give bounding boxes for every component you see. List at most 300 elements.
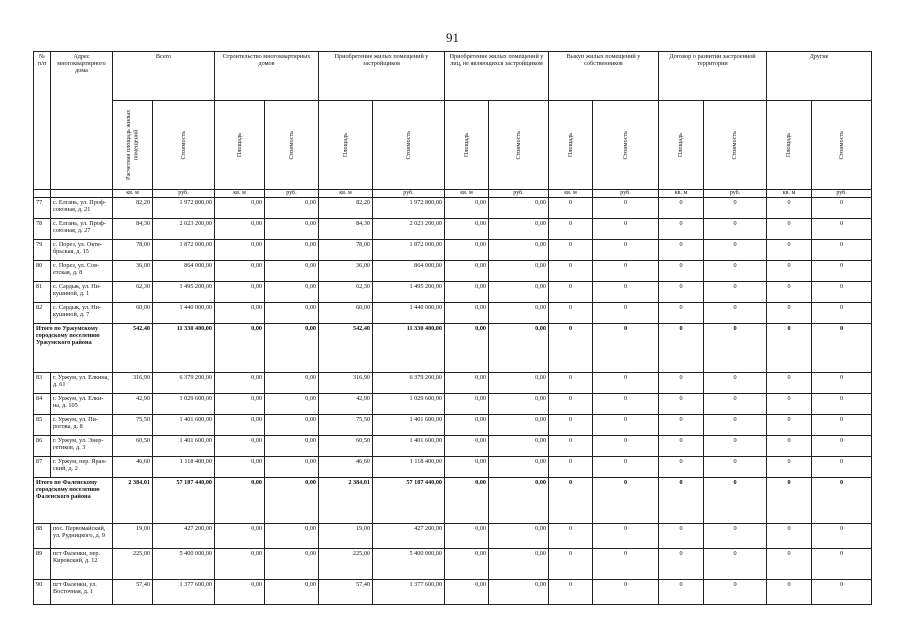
- header-calc-area: Расчетная площадь жилых помещений: [113, 101, 153, 190]
- units-cell-empty: [34, 190, 51, 198]
- value-cell: 5 400 000,00: [373, 549, 445, 580]
- unit-label: руб.: [704, 190, 767, 198]
- value-cell: 0,00: [489, 549, 549, 580]
- row-address: с. Сардык, ул. Ни-кушиной, д. 1: [51, 282, 113, 303]
- value-cell: 0: [659, 282, 704, 303]
- table-row: [34, 373, 872, 394]
- value-cell: 0: [812, 524, 872, 549]
- value-cell: 0: [767, 240, 812, 261]
- value-cell: 0: [659, 303, 704, 324]
- value-cell: 0: [593, 457, 659, 478]
- value-cell: 19,00: [113, 524, 153, 549]
- value-cell: 0,00: [489, 478, 549, 524]
- header-acquisition-others: Приобретение жилых помещений у лиц, не являющихся застройщиком: [445, 52, 549, 101]
- row-address: с. Порез, ул. Сов-етская, д. 8: [51, 261, 113, 282]
- header-contract: Договор о развитии застроенной территории: [659, 52, 767, 101]
- value-cell: 0,00: [445, 219, 489, 240]
- header-construction-area: Площадь: [215, 101, 265, 190]
- header-address: Адрес многоквартирного дома: [51, 52, 113, 190]
- value-cell: 0,00: [489, 373, 549, 394]
- row-address: с. Порез, ул. Октя-брьская, д. 15: [51, 240, 113, 261]
- subtotal-label: Итого по Уржумскому городскому поселению Уржумского района: [34, 324, 113, 373]
- value-cell: 11 330 400,00: [153, 324, 215, 373]
- value-cell: 0: [659, 436, 704, 457]
- value-cell: 0: [593, 478, 659, 524]
- value-cell: 82,20: [319, 198, 373, 219]
- value-cell: 0: [593, 324, 659, 373]
- unit-label: руб.: [373, 190, 445, 198]
- value-cell: 62,30: [319, 282, 373, 303]
- header-others-area: Площадь: [445, 101, 489, 190]
- row-address: с. Елгань, ул. Проф-союзная, д. 21: [51, 198, 113, 219]
- header-construction-cost: Стоимость: [265, 101, 319, 190]
- value-cell: 0,00: [265, 415, 319, 436]
- header-contract-cost: Стоимость: [704, 101, 767, 190]
- value-cell: 427 200,00: [373, 524, 445, 549]
- table-row: [34, 219, 872, 240]
- value-cell: 60,50: [319, 436, 373, 457]
- value-cell: 0: [549, 457, 593, 478]
- value-cell: 0,00: [489, 303, 549, 324]
- value-cell: 0,00: [215, 549, 265, 580]
- row-number: 79: [34, 240, 51, 261]
- value-cell: 0,00: [215, 373, 265, 394]
- value-cell: 0: [812, 373, 872, 394]
- value-cell: 0: [659, 198, 704, 219]
- value-cell: 0: [659, 524, 704, 549]
- value-cell: 0: [549, 478, 593, 524]
- header-contract-area: Площадь: [659, 101, 704, 190]
- value-cell: 6 379 200,00: [153, 373, 215, 394]
- value-cell: 1 118 400,00: [373, 457, 445, 478]
- value-cell: 60,50: [113, 436, 153, 457]
- value-cell: 0,00: [445, 524, 489, 549]
- unit-label: кв. м: [319, 190, 373, 198]
- value-cell: 0: [812, 324, 872, 373]
- value-cell: 0: [549, 373, 593, 394]
- table-row: [34, 436, 872, 457]
- value-cell: 1 377 600,00: [373, 580, 445, 605]
- value-cell: 1 118 400,00: [153, 457, 215, 478]
- value-cell: 0: [767, 219, 812, 240]
- value-cell: 0: [704, 549, 767, 580]
- row-address: с. Сардык, ул. Ни-кушиной, д. 7: [51, 303, 113, 324]
- value-cell: 1 029 600,00: [153, 394, 215, 415]
- value-cell: 0,00: [265, 457, 319, 478]
- value-cell: 78,00: [319, 240, 373, 261]
- value-cell: 1 972 800,00: [153, 198, 215, 219]
- value-cell: 0: [593, 524, 659, 549]
- value-cell: 1 872 000,00: [373, 240, 445, 261]
- value-cell: 0: [549, 549, 593, 580]
- value-cell: 0: [549, 524, 593, 549]
- header-sub-row: [34, 101, 872, 190]
- value-cell: 0,00: [215, 324, 265, 373]
- value-cell: 1 401 600,00: [153, 415, 215, 436]
- value-cell: 0: [659, 478, 704, 524]
- value-cell: 0: [593, 436, 659, 457]
- value-cell: 0: [593, 580, 659, 605]
- value-cell: 60,00: [113, 303, 153, 324]
- header-other-cost: Стоимость: [812, 101, 872, 190]
- value-cell: 0: [593, 373, 659, 394]
- table-row: [34, 457, 872, 478]
- value-cell: 2 023 200,00: [373, 219, 445, 240]
- value-cell: 0,00: [489, 324, 549, 373]
- value-cell: 0: [704, 415, 767, 436]
- value-cell: 1 401 600,00: [373, 415, 445, 436]
- row-number: 90: [34, 580, 51, 605]
- value-cell: 0: [812, 282, 872, 303]
- value-cell: 0: [812, 240, 872, 261]
- value-cell: 0,00: [265, 580, 319, 605]
- row-address: пгт Фаленки, ул. Восточная, д. 1: [51, 580, 113, 605]
- value-cell: 0: [812, 436, 872, 457]
- value-cell: 0,00: [489, 282, 549, 303]
- value-cell: 0,00: [265, 324, 319, 373]
- value-cell: 0: [767, 198, 812, 219]
- value-cell: 0,00: [215, 198, 265, 219]
- value-cell: 0: [549, 580, 593, 605]
- row-address: г. Уржум, ул. Елкина, д. 61: [51, 373, 113, 394]
- value-cell: 62,30: [113, 282, 153, 303]
- value-cell: 0,00: [215, 524, 265, 549]
- table-body: [34, 198, 872, 605]
- value-cell: 78,00: [113, 240, 153, 261]
- value-cell: 316,90: [319, 373, 373, 394]
- value-cell: 0,00: [215, 415, 265, 436]
- header-construction: Строительство многоквартирных домов: [215, 52, 319, 101]
- value-cell: 0: [593, 261, 659, 282]
- units-cell-empty: [51, 190, 113, 198]
- row-number: 80: [34, 261, 51, 282]
- value-cell: 36,00: [113, 261, 153, 282]
- value-cell: 36,00: [319, 261, 373, 282]
- value-cell: 57,40: [113, 580, 153, 605]
- value-cell: 0: [549, 261, 593, 282]
- unit-label: руб.: [812, 190, 872, 198]
- value-cell: 0,00: [215, 303, 265, 324]
- value-cell: 0: [593, 394, 659, 415]
- value-cell: 864 000,00: [373, 261, 445, 282]
- row-address: г. Уржум, ул. Энер-гетиков, д. 3: [51, 436, 113, 457]
- value-cell: 0: [549, 198, 593, 219]
- row-number: 87: [34, 457, 51, 478]
- value-cell: 0: [767, 457, 812, 478]
- value-cell: 2 023 200,00: [153, 219, 215, 240]
- value-cell: 0: [812, 394, 872, 415]
- unit-label: кв. м: [767, 190, 812, 198]
- header-other: Другие: [767, 52, 872, 101]
- value-cell: 0: [659, 261, 704, 282]
- value-cell: 0,00: [489, 457, 549, 478]
- value-cell: 0,00: [215, 219, 265, 240]
- value-cell: 0,00: [445, 478, 489, 524]
- value-cell: 6 379 200,00: [373, 373, 445, 394]
- value-cell: 0,00: [215, 282, 265, 303]
- value-cell: 0: [704, 324, 767, 373]
- table-row: [34, 524, 872, 549]
- table-row: [34, 240, 872, 261]
- value-cell: 0,00: [265, 373, 319, 394]
- value-cell: 0,00: [489, 524, 549, 549]
- value-cell: 0,00: [265, 261, 319, 282]
- value-cell: 0: [659, 549, 704, 580]
- unit-label: кв. м: [113, 190, 153, 198]
- subtotal-label: Итого по Фаленскому городскому поселению Фаленского района: [34, 478, 113, 524]
- value-cell: 0,00: [489, 198, 549, 219]
- value-cell: 0: [767, 282, 812, 303]
- value-cell: 0: [593, 240, 659, 261]
- subtotal-row: [34, 478, 872, 524]
- unit-label: руб.: [489, 190, 549, 198]
- value-cell: 0,00: [265, 394, 319, 415]
- value-cell: 0,00: [445, 549, 489, 580]
- value-cell: 0: [704, 394, 767, 415]
- row-address: пгт Фаленки, пер. Кировский, д. 12: [51, 549, 113, 580]
- value-cell: 0,00: [489, 580, 549, 605]
- value-cell: 0: [812, 261, 872, 282]
- value-cell: 427 200,00: [153, 524, 215, 549]
- value-cell: 542,40: [319, 324, 373, 373]
- value-cell: 0,00: [265, 240, 319, 261]
- value-cell: 0,00: [489, 436, 549, 457]
- value-cell: 0: [659, 580, 704, 605]
- header-builders-cost: Стоимость: [373, 101, 445, 190]
- value-cell: 0,00: [445, 580, 489, 605]
- value-cell: 1 872 000,00: [153, 240, 215, 261]
- resettlement-table: [33, 51, 872, 605]
- value-cell: 0,00: [445, 373, 489, 394]
- value-cell: 0,00: [265, 436, 319, 457]
- value-cell: 0,00: [489, 219, 549, 240]
- header-acquisition-builders: Приобретение жилых помещений у застройщиков: [319, 52, 445, 101]
- header-other-area: Площадь: [767, 101, 812, 190]
- unit-label: кв. м: [215, 190, 265, 198]
- value-cell: 0: [704, 303, 767, 324]
- value-cell: 46,60: [319, 457, 373, 478]
- value-cell: 19,00: [319, 524, 373, 549]
- value-cell: 0: [767, 524, 812, 549]
- value-cell: 1 440 000,00: [373, 303, 445, 324]
- table-row: [34, 198, 872, 219]
- value-cell: 0: [767, 373, 812, 394]
- value-cell: 42,90: [113, 394, 153, 415]
- value-cell: 0: [812, 478, 872, 524]
- value-cell: 0,00: [215, 580, 265, 605]
- value-cell: 542,40: [113, 324, 153, 373]
- value-cell: 1 401 600,00: [153, 436, 215, 457]
- value-cell: 0: [812, 303, 872, 324]
- value-cell: 0: [812, 580, 872, 605]
- value-cell: 0: [704, 198, 767, 219]
- value-cell: 0: [767, 303, 812, 324]
- value-cell: 1 029 600,00: [373, 394, 445, 415]
- value-cell: 0: [593, 549, 659, 580]
- value-cell: 0: [704, 261, 767, 282]
- row-address: г. Уржум, ул. Елки-на, д. 105: [51, 394, 113, 415]
- value-cell: 0,00: [215, 240, 265, 261]
- value-cell: 0,00: [265, 282, 319, 303]
- value-cell: 0: [593, 282, 659, 303]
- value-cell: 0,00: [445, 240, 489, 261]
- value-cell: 0: [593, 219, 659, 240]
- value-cell: 0,00: [445, 457, 489, 478]
- value-cell: 0: [659, 457, 704, 478]
- value-cell: 1 440 000,00: [153, 303, 215, 324]
- value-cell: 0: [593, 303, 659, 324]
- value-cell: 46,60: [113, 457, 153, 478]
- row-address: г. Уржум, пер. Яран-ский, д. 2: [51, 457, 113, 478]
- unit-label: руб.: [265, 190, 319, 198]
- value-cell: 0,00: [265, 303, 319, 324]
- value-cell: 0: [549, 282, 593, 303]
- value-cell: 0: [659, 324, 704, 373]
- value-cell: 0,00: [489, 240, 549, 261]
- table-row: [34, 415, 872, 436]
- header-others-cost: Стоимость: [489, 101, 549, 190]
- unit-label: руб.: [153, 190, 215, 198]
- value-cell: 2 384,01: [319, 478, 373, 524]
- value-cell: 0,00: [265, 198, 319, 219]
- value-cell: 0,00: [445, 198, 489, 219]
- value-cell: 0: [767, 394, 812, 415]
- table-row: [34, 394, 872, 415]
- value-cell: 0: [549, 324, 593, 373]
- value-cell: 0: [704, 457, 767, 478]
- value-cell: 316,90: [113, 373, 153, 394]
- value-cell: 0: [549, 240, 593, 261]
- subtotal-row: [34, 324, 872, 373]
- unit-label: кв. м: [549, 190, 593, 198]
- value-cell: 0,00: [215, 457, 265, 478]
- value-cell: 0,00: [445, 261, 489, 282]
- table-row: [34, 303, 872, 324]
- value-cell: 0: [659, 394, 704, 415]
- row-number: 77: [34, 198, 51, 219]
- value-cell: 1 495 200,00: [373, 282, 445, 303]
- value-cell: 0,00: [215, 436, 265, 457]
- row-number: 86: [34, 436, 51, 457]
- value-cell: 0,00: [445, 282, 489, 303]
- value-cell: 0: [549, 303, 593, 324]
- value-cell: 0,00: [489, 415, 549, 436]
- value-cell: 57 187 440,00: [153, 478, 215, 524]
- value-cell: 225,00: [113, 549, 153, 580]
- value-cell: 0: [593, 415, 659, 436]
- value-cell: 1 972 800,00: [373, 198, 445, 219]
- row-number: 84: [34, 394, 51, 415]
- value-cell: 0: [659, 219, 704, 240]
- value-cell: 0: [767, 415, 812, 436]
- header-buyout-area: Площадь: [549, 101, 593, 190]
- value-cell: 0,00: [445, 394, 489, 415]
- header-no: № п/п: [34, 52, 51, 190]
- value-cell: 0: [767, 436, 812, 457]
- value-cell: 82,20: [113, 198, 153, 219]
- header-buyout: Выкуп жилых помещений у собственников: [549, 52, 659, 101]
- value-cell: 84,30: [113, 219, 153, 240]
- value-cell: 0: [767, 261, 812, 282]
- value-cell: 0,00: [445, 415, 489, 436]
- page-number: 91: [446, 30, 459, 45]
- unit-label: кв. м: [445, 190, 489, 198]
- value-cell: 11 330 400,00: [373, 324, 445, 373]
- value-cell: 864 000,00: [153, 261, 215, 282]
- row-number: 78: [34, 219, 51, 240]
- value-cell: 0: [659, 240, 704, 261]
- value-cell: 0: [812, 219, 872, 240]
- units-row: [34, 190, 872, 198]
- value-cell: 84,30: [319, 219, 373, 240]
- value-cell: 0,00: [215, 394, 265, 415]
- value-cell: 0: [593, 198, 659, 219]
- row-number: 82: [34, 303, 51, 324]
- value-cell: 0: [659, 373, 704, 394]
- row-number: 88: [34, 524, 51, 549]
- value-cell: 0: [704, 240, 767, 261]
- value-cell: 0,00: [265, 478, 319, 524]
- value-cell: 0,00: [489, 394, 549, 415]
- value-cell: 0: [704, 373, 767, 394]
- value-cell: 0: [549, 415, 593, 436]
- table-row: [34, 282, 872, 303]
- value-cell: 0: [704, 580, 767, 605]
- value-cell: 57 187 440,00: [373, 478, 445, 524]
- table-row: [34, 549, 872, 580]
- unit-label: кв. м: [659, 190, 704, 198]
- value-cell: 0: [704, 478, 767, 524]
- row-number: 85: [34, 415, 51, 436]
- value-cell: 0: [704, 219, 767, 240]
- value-cell: 0: [812, 198, 872, 219]
- row-address: с. Елгань, ул. Проф-союзная, д. 27: [51, 219, 113, 240]
- value-cell: 42,90: [319, 394, 373, 415]
- value-cell: 0: [767, 324, 812, 373]
- value-cell: 0,00: [265, 549, 319, 580]
- value-cell: 0: [812, 457, 872, 478]
- header-buyout-cost: Стоимость: [593, 101, 659, 190]
- value-cell: 0,00: [265, 524, 319, 549]
- value-cell: 0: [767, 549, 812, 580]
- value-cell: 57,40: [319, 580, 373, 605]
- value-cell: 0,00: [445, 324, 489, 373]
- header-builders-area: Площадь: [319, 101, 373, 190]
- value-cell: 1 401 600,00: [373, 436, 445, 457]
- value-cell: 0: [549, 394, 593, 415]
- value-cell: 75,50: [319, 415, 373, 436]
- table-row: [34, 580, 872, 605]
- header-total-cost: Стоимость: [153, 101, 215, 190]
- value-cell: 75,50: [113, 415, 153, 436]
- row-number: 83: [34, 373, 51, 394]
- value-cell: 225,00: [319, 549, 373, 580]
- value-cell: 0: [704, 282, 767, 303]
- value-cell: 0: [812, 549, 872, 580]
- value-cell: 0: [704, 524, 767, 549]
- value-cell: 0: [549, 219, 593, 240]
- value-cell: 0: [767, 580, 812, 605]
- value-cell: 0: [659, 415, 704, 436]
- value-cell: 0: [704, 436, 767, 457]
- header-total: Всего: [113, 52, 215, 101]
- value-cell: 0,00: [489, 261, 549, 282]
- value-cell: 0: [812, 415, 872, 436]
- table-row: [34, 261, 872, 282]
- row-address: пос. Первомайский, ул. Рудницкого, д. 9: [51, 524, 113, 549]
- value-cell: 0: [549, 436, 593, 457]
- row-number: 89: [34, 549, 51, 580]
